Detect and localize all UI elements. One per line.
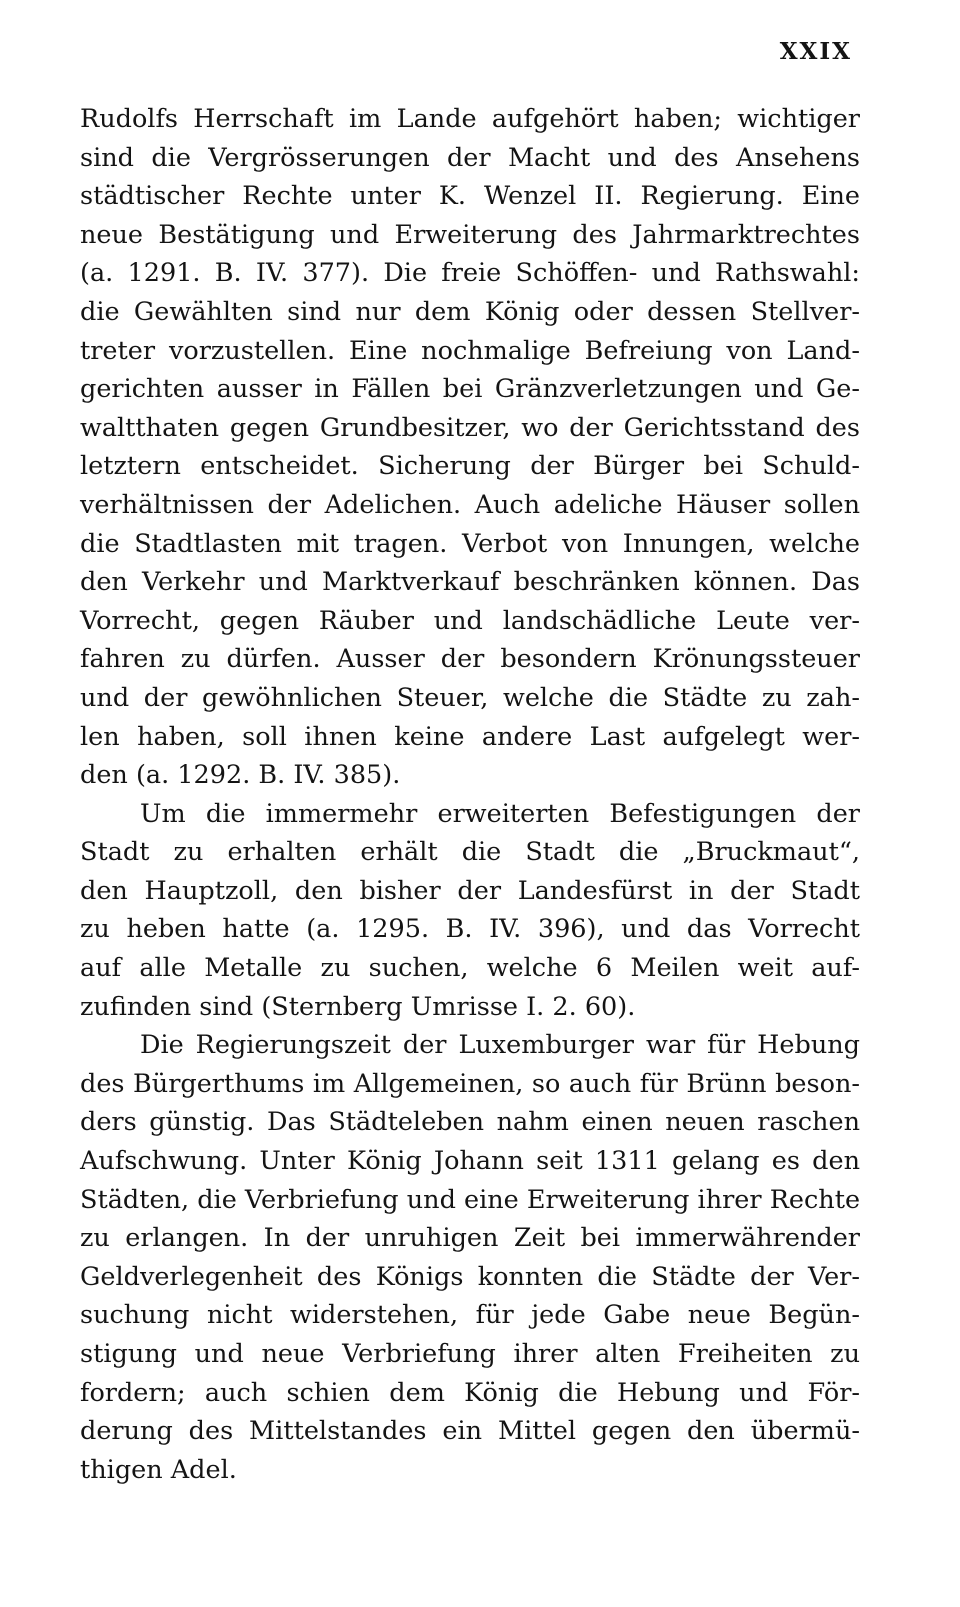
text-line: suchung nicht widerstehen, für jede Gabe neue Begün- [80, 1300, 860, 1331]
text-line: zu heben hatte (a. 1295. B. IV. 396), und das Vorrecht [80, 914, 860, 945]
text-line: den Verkehr und Marktverkauf beschränken können. Das [80, 567, 860, 598]
text-line: zufinden sind (Sternberg Umrisse I. 2. 60). [80, 991, 636, 1022]
text-line: Rudolfs Herrschaft im Lande aufgehört haben; wichtiger [80, 104, 860, 134]
text-line: Geldverlegenheit des Königs konnten die Städte der Ver- [80, 1261, 860, 1292]
text-line: gerichten ausser in Fällen bei Gränzverletzungen und Ge- [80, 374, 860, 405]
paragraph-1 [80, 100, 860, 795]
text-line: (a. 1291. B. IV. 377). Die freie Schöffen- und Rathswahl: [80, 258, 860, 289]
text-line: Stadt zu erhalten erhält die Stadt die „Bruckmaut“, [80, 837, 860, 868]
text-line: len haben, soll ihnen keine andere Last aufgelegt wer- [80, 721, 860, 752]
text-line: die Gewählten sind nur dem König oder dessen Stellver- [80, 296, 860, 327]
paragraph-2 [80, 795, 860, 1027]
text-line: Aufschwung. Unter König Johann seit 1311 gelang es den [80, 1146, 860, 1177]
text-line: neue Bestätigung und Erweiterung des Jahrmarktrechtes [80, 219, 860, 250]
text-line: den (a. 1292. B. IV. 385). [80, 760, 401, 791]
text-line: letztern entscheidet. Sicherung der Bürger bei Schuld- [80, 451, 860, 482]
page-number: XXIX [779, 38, 852, 65]
text-line: waltthaten gegen Grundbesitzer, wo der Gerichtsstand des [80, 412, 860, 443]
text-line: städtischer Rechte unter K. Wenzel II. Regierung. Eine [80, 181, 860, 212]
text-line: und der gewöhnlichen Steuer, welche die Städte zu zah- [80, 682, 860, 713]
text-line: Die Regierungszeit der Luxemburger war für Hebung [140, 1030, 860, 1061]
text-line: sind die Vergrösserungen der Macht und des Ansehens [80, 142, 860, 173]
text-line: ders günstig. Das Städteleben nahm einen neuen raschen [80, 1107, 860, 1138]
text-line: die Stadtlasten mit tragen. Verbot von Innungen, welche [80, 528, 860, 559]
paragraph-3 [80, 1026, 860, 1489]
text-line: auf alle Metalle zu suchen, welche 6 Meilen weit auf- [80, 953, 860, 984]
text-line: Städten, die Verbriefung und eine Erweiterung ihrer Rechte [80, 1184, 861, 1215]
text-line: den Hauptzoll, den bisher der Landesfürst in der Stadt [80, 875, 860, 906]
text-line: verhältnissen der Adelichen. Auch adeliche Häuser sollen [80, 489, 860, 520]
text-line: fahren zu dürfen. Ausser der besondern Krönungssteuer [80, 644, 860, 675]
text-line: fordern; auch schien dem König die Hebung und För- [80, 1377, 860, 1408]
text-line: stigung und neue Verbriefung ihrer alten Freiheiten zu [80, 1339, 860, 1369]
text-line: zu erlangen. In der unruhigen Zeit bei immerwährender [80, 1223, 860, 1254]
text-line: thigen Adel. [80, 1454, 237, 1485]
text-line: Vorrecht, gegen Räuber und landschädliche Leute ver- [80, 605, 860, 636]
text-line: treter vorzustellen. Eine nochmalige Befreiung von Land- [80, 335, 860, 366]
text-line: des Bürgerthums im Allgemeinen, so auch für Brünn beson- [80, 1068, 860, 1099]
text-line: Um die immermehr erweiterten Befestigungen der [140, 798, 860, 829]
body-text [80, 100, 860, 1489]
text-line: derung des Mittelstandes ein Mittel gegen den übermü- [80, 1416, 860, 1447]
